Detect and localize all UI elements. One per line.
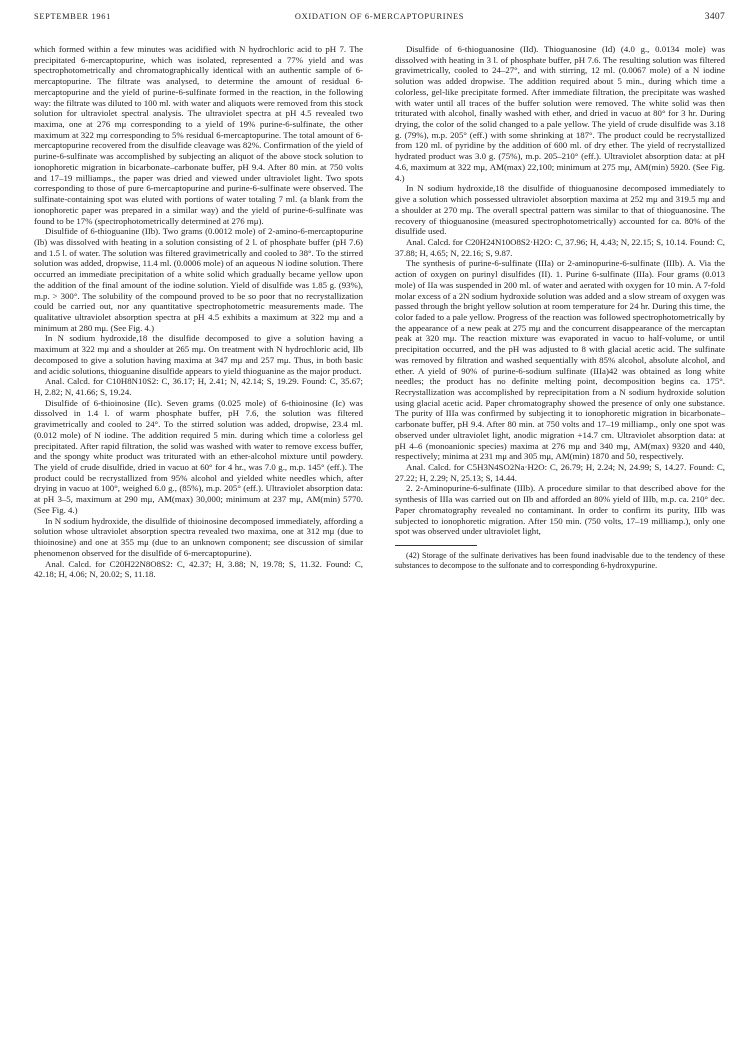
paragraph: In N sodium hydroxide,18 the disulfide decomposed to give a solution having a maximum at 322 mμ and a shoulder at 265 mμ. On treatment with N hydrochloric acid, IIb decomposed to give a solution having maxima at 347 mμ and 257 mμ. Thus, in both basic and acidic solutions, thioguanine disulfide appears to yield thioguanine as the major product. — [34, 333, 363, 376]
header-title: OXIDATION OF 6-MERCAPTOPURINES — [294, 12, 465, 21]
paragraph: Anal. Calcd. for C10H8N10S2: C, 36.17; H, 2.41; N, 42.14; S, 19.29. Found: C, 35.67; H, 2.82; N, 41.66; S, 19.24. — [34, 376, 363, 397]
left-column — [34, 44, 363, 580]
right-column — [395, 44, 725, 571]
header-date: SEPTEMBER 1961 — [34, 12, 112, 21]
paragraph: which formed within a few minutes was acidified with N hydrochloric acid to pH 7. The precipitated 6-mercaptopurine, which was isolated, represented a 77% yield and was spectrophotometrically and chromatographically identical with an authentic sample of 6-mercaptopurine. The filtrate was analysed, to determine the amount of residual 6-mercaptopurine and the yield of purine-6-sulfinate formed in the reaction, in the following way: the filtrate was diluted to 100 ml. with water and aliquots were removed from this stock solution for ultraviolet spectral analysis. The ultraviolet spectra at pH 4.5 revealed two maxima, one at 276 mμ corresponding to a yield of 19% purine-6-sulfinate, the other maximum at 322 mμ corresponding to 5% residual 6-mercaptopurine. The total amount of 6-mercaptopurine recovered from the disulfide cleavage was 82%. Confirmation of the yield of purine-6-sulfinate was accomplished by subjecting an aliquot of the above stock solution to ionophoretic migration in bicarbonate–carbonate buffer, pH 9.4. After 80 min. at 750 volts and 17–19 milliamps., the paper was dried and viewed under ultraviolet light. Two spots corresponding to those of pure 6-mercaptopurine and purine-6-sulfinate were observed. The sulfinate-containing spot was eluted with portions of water totaling 7 ml. (a blank from the ionophoretic paper was prepared in a similar way) and the yield of purine-6-sulfinate was found to be 17% (spectrophotometrically determined at 276 mμ). — [34, 44, 363, 226]
paragraph: Anal. Calcd. for C20H22N8O8S2: C, 42.37; H, 3.88; N, 19.78; S, 11.32. Found: C, 42.18; H, 4.06; N, 20.02; S, 11.18. — [34, 558, 363, 580]
footnote: (42) Storage of the sulfinate derivatives has been found inadvisable due to the tendency of these substances to decompose to the sulfonate and to corresponding 6-hydroxypurine. — [395, 551, 725, 571]
paragraph: Disulfide of 6-thioinosine (IIc). Seven grams (0.025 mole) of 6-thioinosine (Ic) was dissolved in 1.4 l. of warm phosphate buffer, pH 7.6, the solution was filtered gravimetrically and cooled to 24°. To the stirred solution was added, dropwise, 23.4 ml. (0.012 mole) of N iodine. The addition required 5 min. during which time a colorless gel precipitated. After rapid filtration, the solid was washed with water to remove excess buffer, and the spongy white product was triturated with an ether-alcohol mixture until powdery. The yield of crude disulfide, dried in vacuo at 60° for 4 hr., was 7.0 g., m.p. 145° (eff.). The product could be recrystallized from 95% alcohol and yielded white needles which, after drying in vacuo at 100°, weighed 6.0 g., (85%), m.p. 205° (eff.). Ultraviolet absorption data: at pH 3–5, maximum at 290 mμ, AM(max) 30,000; minimum at 237 mμ, AM(min) 5770. (See Fig. 4.) — [34, 397, 363, 515]
footnote-divider — [395, 545, 477, 546]
paragraph: In N sodium hydroxide, the disulfide of thioinosine decomposed immediately, affording a solution whose ultraviolet absorption spectra revealed two maxima, one at 312 mμ (due to thioinosine) and one at 355 mμ (due to an unknown component; see discussion of similar phenomenon observed for the disulfide of 6-mercaptopurine). — [34, 515, 363, 558]
paragraph: 2. 2-Aminopurine-6-sulfinate (IIIb). A procedure similar to that described above for the synthesis of IIIa was carried out on IIb and afforded an 80% yield of IIIb, m.p. ca. 210° dec. Paper chromatography revealed no contaminant. In order to confirm its purity, IIIb was subjected to ionophoretic migration. After 150 min. (750 volts, 17–19 milliamp.), only one spot was observed under ultraviolet light, — [395, 483, 725, 537]
running-header — [34, 12, 725, 26]
page-number: 3407 — [704, 12, 725, 22]
paragraph: The synthesis of purine-6-sulfinate (IIIa) or 2-aminopurine-6-sulfinate (IIIb). A. Via the action of oxygen on purinyl disulfides (II). 1. Purine 6-sulfinate (IIIa). Four grams (0.013 mole) of IIa was suspended in 200 ml. of water and aerated with oxygen for 10 min. A 7-fold molar excess of a 2N sodium hydroxide solution was added and a slow stream of oxygen was passed through the bright yellow solution at room temperature for 24 hr. During this time, the color faded to a pale yellow. Progress of the reaction was followed spectrophotometrically by the appearance of a new peak at 275 mμ and the concurrent disappearance of the mercaptan peak at 320 mμ. The reaction mixture was evaporated in vacuo to half-volume, or until precipitation occurred, and the pH was adjusted to 8 with glacial acetic acid. The sulfinate was removed by filtration and washed sequentially with 85% alcohol, absolute alcohol, and ether. A yield of 90% of purine-6-sodium sulfinate (IIIa)42 was obtained as long white needles; the product has no definite melting point, decomposition begins ca. 175°. Recrystallization was accomplished by reprecipitation from a N sodium hydroxide solution using glacial acetic acid. Paper chromatography showed the presence of only one substance. The purity of IIIa was confirmed by subjecting it to ionophoretic migration in bicarbonate–carbonate buffer, pH 9.4. After 80 min. at 750 volts and 17–19 milliamp., only one spot was observed under ultraviolet light, anodic migration +14.7 cm. Ultraviolet absorption data: at pH 4–6 (monoanionic species) maxima at 276 mμ and 340 mμ, AM(max) 9320 and 440, respectively; minima at 231 mμ and 305 mμ, AM(min) 1870 and 50, respectively. — [395, 258, 725, 462]
paragraph: Disulfide of 6-thioguanine (IIb). Two grams (0.0012 mole) of 2-amino-6-mercaptopurine (Ib) was dissolved with heating in a solution consisting of 2 l. of phosphate buffer (pH 7.6) and 1.5 l. of water. The solution was filtered gravimetrically and cooled to 38°. To the stirred solution was added, dropwise, 11.4 ml. (0.0006 mole) of an aqueous N iodine solution. There occurred an immediate precipitation of a white solid which gradually became yellow upon the addition of the final amount of the iodine solution. Yield of disulfide was 1.85 g. (93%), m.p. > 300°. The solubility of the compound proved to be so poor that no recrystallization could be carried out, nor any quantitative spectrophotometric measurements made. The qualitative ultraviolet absorption spectra at pH 4.5 exhibits a maximum at 322 mμ and a minimum at 280 mμ. (See Fig. 4.) — [34, 226, 363, 333]
paragraph: Disulfide of 6-thioguanosine (IId). Thioguanosine (Id) (4.0 g., 0.0134 mole) was dissolved with heating in 3 l. of phosphate buffer, pH 7.6. The resulting solution was filtered gravimetrically, cooled to 24–27°, and with stirring, 12 ml. (0.0067 mole) of a N iodine solution was added dropwise. The addition required about 5 min., during which time a colorless, gel-like precipitate formed. After immediate filtration, the precipitate was washed with water until all traces of the buffer solution were removed. The white solid was then triturated with alcohol, finally washed with ether, and dried in vacuo at 80° for 3 hr. During drying, the color of the solid changed to a pale yellow. The yield of crude disulfide was 3.18 g. (79%), m.p. 205° (eff.) with some shrinking at 187°. The product could be recrystallized from 120 ml. of pyridine by the addition of 600 ml. of dry ether. The yield of recrystallized hydrated product was 3.0 g. (75%), m.p. 205–210° (eff.). Ultraviolet absorption data: at pH 4.6, maximum at 322 mμ, AM(max) 22,100; minimum at 275 mμ, AM(min) 5920. (See Fig. 4.) — [395, 44, 725, 183]
paragraph: In N sodium hydroxide,18 the disulfide of thioguanosine decomposed immediately to give a solution which possessed ultraviolet absorption maxima at 252 mμ and 319.5 mμ and a shoulder at 270 mμ. The overall spectral pattern was similar to that of thioguanosine. The recovery of thioguanosine (measured spectrophotometrically) accounted for ca. 80% of the disulfide used. — [395, 183, 725, 237]
paragraph: Anal. Calcd. for C5H3N4SO2Na·H2O: C, 26.79; H, 2.24; N, 24.99; S, 14.27. Found: C, 27.22; H, 2.29; N, 25.13; S, 14.44. — [395, 462, 725, 483]
paragraph: Anal. Calcd. for C20H24N10O8S2·H2O: C, 37.96; H, 4.43; N, 22.15; S, 10.14. Found: C, 37.88; H, 4.65; N, 22.16; S, 9.87. — [395, 236, 725, 258]
